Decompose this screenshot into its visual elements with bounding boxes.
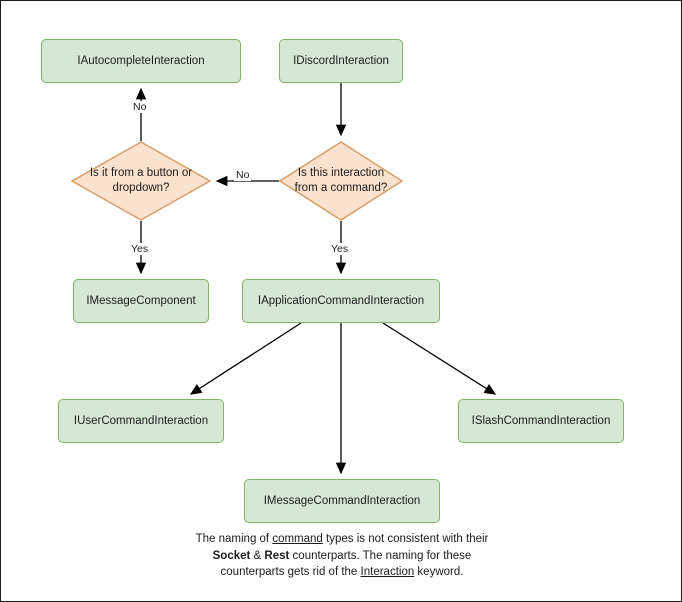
node-discord-interaction[interactable] <box>279 39 403 83</box>
footnote-text: types is not consistent with their <box>322 533 489 545</box>
node-decision-button-or-dropdown[interactable] <box>71 141 211 221</box>
node-message-command-interaction[interactable] <box>244 479 440 523</box>
footnote-rest-keyword: Rest <box>264 549 290 562</box>
node-label: ISlashCommandInteraction <box>471 414 611 427</box>
edge-label-yes-messagecomponent: Yes <box>131 243 149 255</box>
node-message-component[interactable] <box>73 279 209 323</box>
edge-appcommand-to-usercommand <box>191 323 301 394</box>
node-slash-command-interaction[interactable] <box>458 399 624 443</box>
node-autocomplete-interaction[interactable] <box>41 39 241 83</box>
edge-label-no-button: No <box>236 169 250 181</box>
footnote-text: & <box>250 549 265 562</box>
footnote-interaction-keyword: Interaction <box>360 566 415 579</box>
footnote-text: keyword. <box>414 566 464 579</box>
edge-label-no-autocomplete: No <box>133 101 147 113</box>
footnote-line-3 <box>121 564 563 581</box>
footnote-line-1 <box>121 531 563 548</box>
node-label: IMessageComponent <box>86 294 196 307</box>
footnote <box>121 531 563 581</box>
footnote-text: counterparts. The naming for these <box>289 549 472 562</box>
node-label: Is this interaction from a command? <box>294 167 388 194</box>
node-label: IUserCommandInteraction <box>73 414 209 427</box>
footnote-text: The naming of <box>195 533 273 545</box>
node-user-command-interaction[interactable] <box>58 399 224 443</box>
edge-appcommand-to-slashcommand <box>383 323 495 394</box>
footnote-line-2 <box>121 548 563 565</box>
edge-label-yes-appcommand: Yes <box>331 243 349 255</box>
footnote-command-keyword: command <box>272 533 323 545</box>
footnote-text: counterparts gets rid of the <box>220 566 361 579</box>
node-label: IAutocompleteInteraction <box>77 54 205 67</box>
node-decision-from-command[interactable] <box>279 141 403 221</box>
node-label: IMessageCommandInteraction <box>263 494 421 507</box>
node-label: IDiscordInteraction <box>293 54 389 67</box>
footnote-socket-keyword: Socket <box>212 549 251 562</box>
node-label: IApplicationCommandInteraction <box>257 294 425 307</box>
node-application-command-interaction[interactable] <box>242 279 440 323</box>
node-label: Is it from a button or dropdown? <box>89 167 193 194</box>
